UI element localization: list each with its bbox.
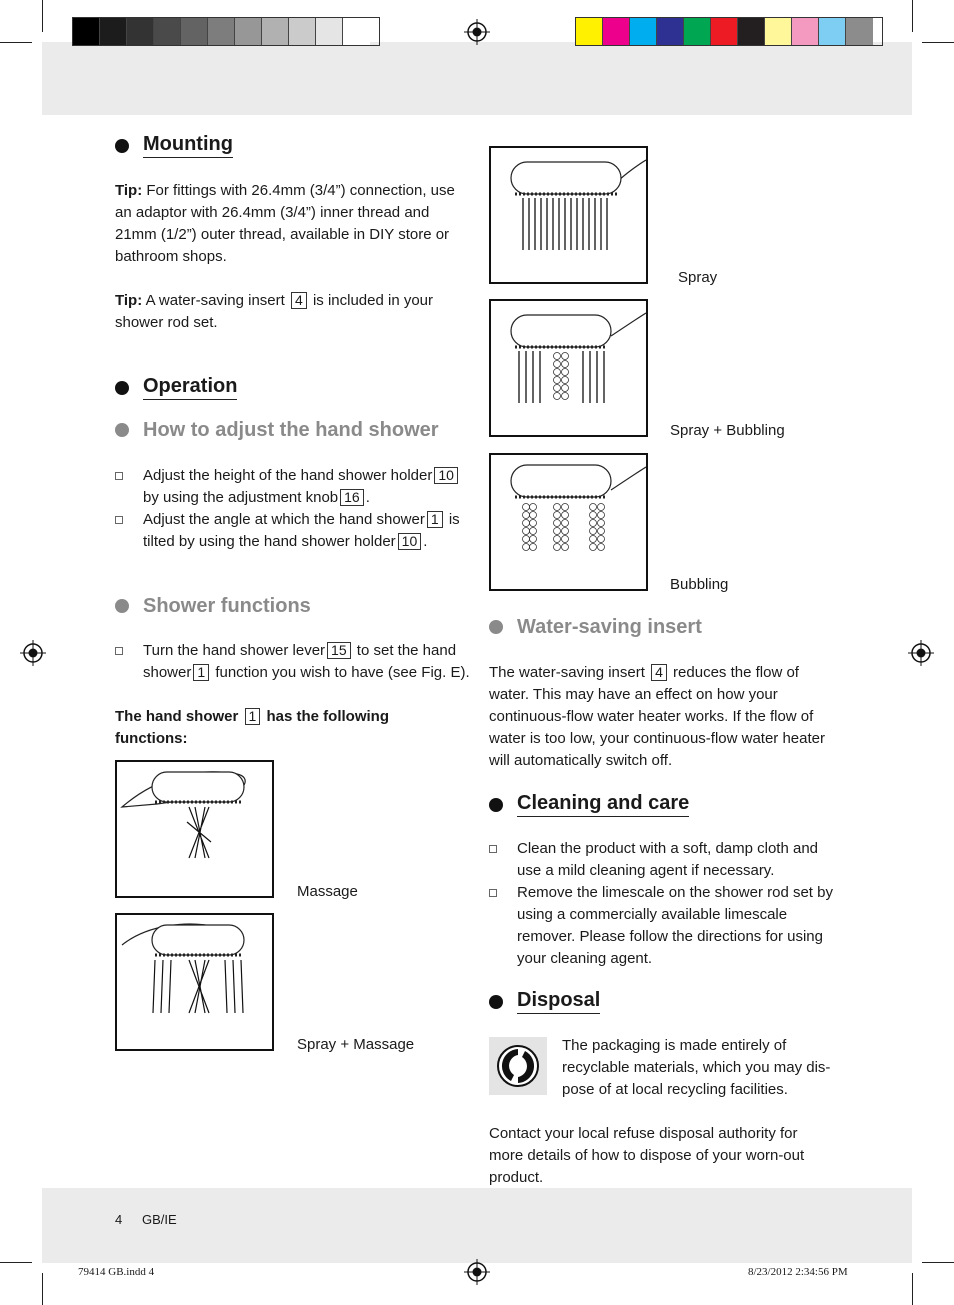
caption-spray-bubbling: Spray + Bubbling (670, 422, 785, 439)
section-heading-mounting: Mounting (115, 134, 233, 158)
crop-mark (0, 1262, 32, 1263)
bullet-dot-icon (489, 620, 503, 634)
process-color-bar (575, 17, 883, 46)
color-swatch (73, 18, 100, 45)
checkbox-square-icon (115, 516, 123, 524)
checkbox-square-icon (115, 472, 123, 480)
crop-mark (42, 1273, 43, 1305)
green-dot-recycling-icon (489, 1037, 547, 1095)
crop-mark (912, 1273, 913, 1305)
functions-subheading: The hand shower 1 has the following functions: (115, 708, 389, 747)
registration-mark-icon (464, 19, 490, 45)
color-swatch (657, 18, 684, 45)
color-swatch (711, 18, 738, 45)
water-saving-text: The water-saving insert 4 reduces the flow of water. This may have an effect on how your continuous-flow water heater works. If the flow of water is too low, your continuous-flow water heater will automatically switch off. (489, 664, 825, 769)
crop-mark (0, 42, 32, 43)
bullet-dot-icon (115, 423, 129, 437)
color-swatch (208, 18, 235, 45)
adjust-list (115, 465, 470, 553)
caption-spray-massage: Spray + Massage (297, 1036, 415, 1053)
header-band (42, 42, 912, 115)
color-swatch (289, 18, 316, 45)
disposal-text-2: Contact your local refuse disposal authority for more details of how to dispose of your worn-out product. (489, 1125, 805, 1186)
registration-mark-icon (464, 1259, 490, 1285)
page-number: 4 (115, 1212, 123, 1227)
section-heading-adjust: How to adjust the hand shower (115, 420, 439, 440)
color-swatch (262, 18, 289, 45)
list-item: Adjust the angle at which the hand shower 1 is tilted by using the hand shower holder 10 . (115, 509, 470, 553)
checkbox-square-icon (489, 845, 497, 853)
color-swatch (127, 18, 154, 45)
bullet-dot-icon (115, 139, 129, 153)
functions-list (115, 640, 470, 684)
shower-spray-illustration (491, 148, 646, 282)
color-swatch (684, 18, 711, 45)
caption-spray: Spray (678, 269, 718, 286)
crop-mark (912, 0, 913, 32)
list-item: Remove the limescale on the shower rod set by using a commercially available limescale remover. Please follow the directions for using your cleaning agent. (489, 882, 839, 970)
disposal-text-1: The packaging is made entirely of recyclable materials, which you may dis-pose of at local recycling facilities. (562, 1037, 831, 1098)
list-item: Turn the hand shower lever 15 to set the hand shower 1 function you wish to have (see Fig. E). (115, 640, 470, 684)
color-swatch (100, 18, 127, 45)
mounting-tip-1: Tip: For fittings with 26.4mm (3/4”) connection, use an adaptor with 26.4mm (3/4”) inner thread and 21mm (1/2”) outer thread, available in DIY store or bathroom shops. (115, 182, 455, 265)
print-file-name: 79414 GB.indd 4 (78, 1266, 155, 1278)
shower-bubbling-illustration (491, 455, 646, 589)
checkbox-square-icon (489, 889, 497, 897)
bullet-dot-icon (489, 995, 503, 1009)
color-swatch (316, 18, 343, 45)
section-heading-cleaning: Cleaning and care (489, 793, 689, 817)
section-heading-operation: Operation (115, 376, 237, 400)
color-swatch (792, 18, 819, 45)
caption-massage: Massage (297, 883, 358, 900)
bullet-dot-icon (489, 798, 503, 812)
figure-spray (489, 146, 648, 284)
color-swatch (181, 18, 208, 45)
locale-label: GB/IE (142, 1212, 177, 1227)
color-swatch (154, 18, 181, 45)
color-swatch (603, 18, 630, 45)
color-swatch (343, 18, 370, 45)
shower-spray-bubbling-illustration (491, 301, 646, 435)
color-swatch (846, 18, 873, 45)
grayscale-color-bar (72, 17, 380, 46)
cleaning-list (489, 838, 839, 970)
color-swatch (235, 18, 262, 45)
color-swatch (819, 18, 846, 45)
crop-mark (922, 42, 954, 43)
bullet-dot-icon (115, 381, 129, 395)
bullet-dot-icon (115, 599, 129, 613)
color-swatch (630, 18, 657, 45)
list-item: Adjust the height of the hand shower holder 10 by using the adjustment knob 16 . (115, 465, 470, 509)
section-heading-shower-functions: Shower functions (115, 596, 311, 616)
figure-massage (115, 760, 274, 898)
figure-spray-bubbling (489, 299, 648, 437)
crop-mark (922, 1262, 954, 1263)
crop-mark (42, 0, 43, 32)
shower-spray-massage-illustration (117, 915, 272, 1049)
registration-mark-icon (20, 640, 46, 666)
section-heading-disposal: Disposal (489, 990, 600, 1014)
mounting-tip-2: Tip: A water-saving insert 4 is included in your shower rod set. (115, 292, 434, 331)
caption-bubbling: Bubbling (670, 576, 729, 593)
registration-mark-icon (908, 640, 934, 666)
color-swatch (738, 18, 765, 45)
shower-massage-illustration (117, 762, 272, 896)
part-ref: 4 (291, 292, 307, 309)
figure-bubbling (489, 453, 648, 591)
print-timestamp: 8/23/2012 2:34:56 PM (748, 1266, 848, 1278)
figure-spray-massage (115, 913, 274, 1051)
list-item: Clean the product with a soft, damp cloth and use a mild cleaning agent if necessary. (489, 838, 839, 882)
checkbox-square-icon (115, 647, 123, 655)
color-swatch (765, 18, 792, 45)
section-heading-water-saving: Water-saving insert (489, 617, 702, 637)
color-swatch (576, 18, 603, 45)
